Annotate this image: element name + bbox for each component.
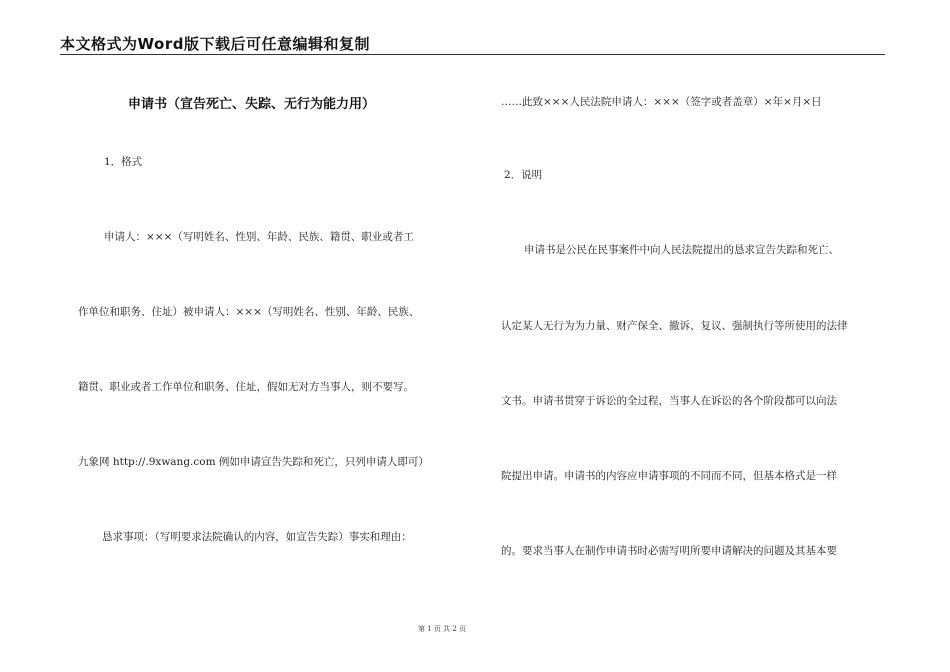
section-heading-format: 1．格式 (104, 156, 143, 168)
paragraph-line: ……此致×××人民法院申请人：×××（签字或者盖章）×年×月×日 (501, 96, 822, 108)
paragraph-line: 文书。申请书贯穿于诉讼的全过程，当事人在诉讼的各个阶段都可以向法 (501, 395, 837, 407)
paragraph-line: 作单位和职务、住址）被申请人：×××（写明姓名、性别、年龄、民族、 (78, 306, 420, 318)
paragraph-line: 申请书是公民在民事案件中向人民法院提出的恳求宣告失踪和死亡、 (524, 244, 839, 256)
document-title: 申请书（宣告死亡、失踪、无行为能力用） (128, 97, 376, 112)
section-heading-notes: 2．说明 (504, 169, 543, 181)
paragraph-line: 申请人：×××（写明姓名、性别、年龄、民族、籍贯、职业或者工 (104, 231, 414, 243)
header-divider (60, 54, 885, 55)
paragraph-line: 籍贯、职业或者工作单位和职务、住址，假如无对方当事人，则不要写。 (78, 381, 414, 393)
paragraph-line: 九象网 http://.9xwang.com 例如申请宣告失踪和死亡，只列申请人即可） (78, 456, 429, 468)
paragraph-line: 恳求事项：（写明要求法院确认的内容，如宣告失踪）事实和理由： (102, 531, 412, 543)
paragraph-line: 院提出申请。申请书的内容应申请事项的不同而不同，但基本格式是一样 (501, 470, 837, 482)
paragraph-line: 的。要求当事人在制作申请书时必需写明所要申请解决的问题及其基本要 (501, 545, 837, 557)
page-number: 第 1 页 共 2 页 (418, 625, 467, 633)
page-header: 本文格式为Word版下载后可任意编辑和复制 (60, 35, 370, 53)
paragraph-line: 认定某人无行为为力量、财产保全、撤诉、复议、强制执行等所使用的法律 (501, 320, 848, 332)
